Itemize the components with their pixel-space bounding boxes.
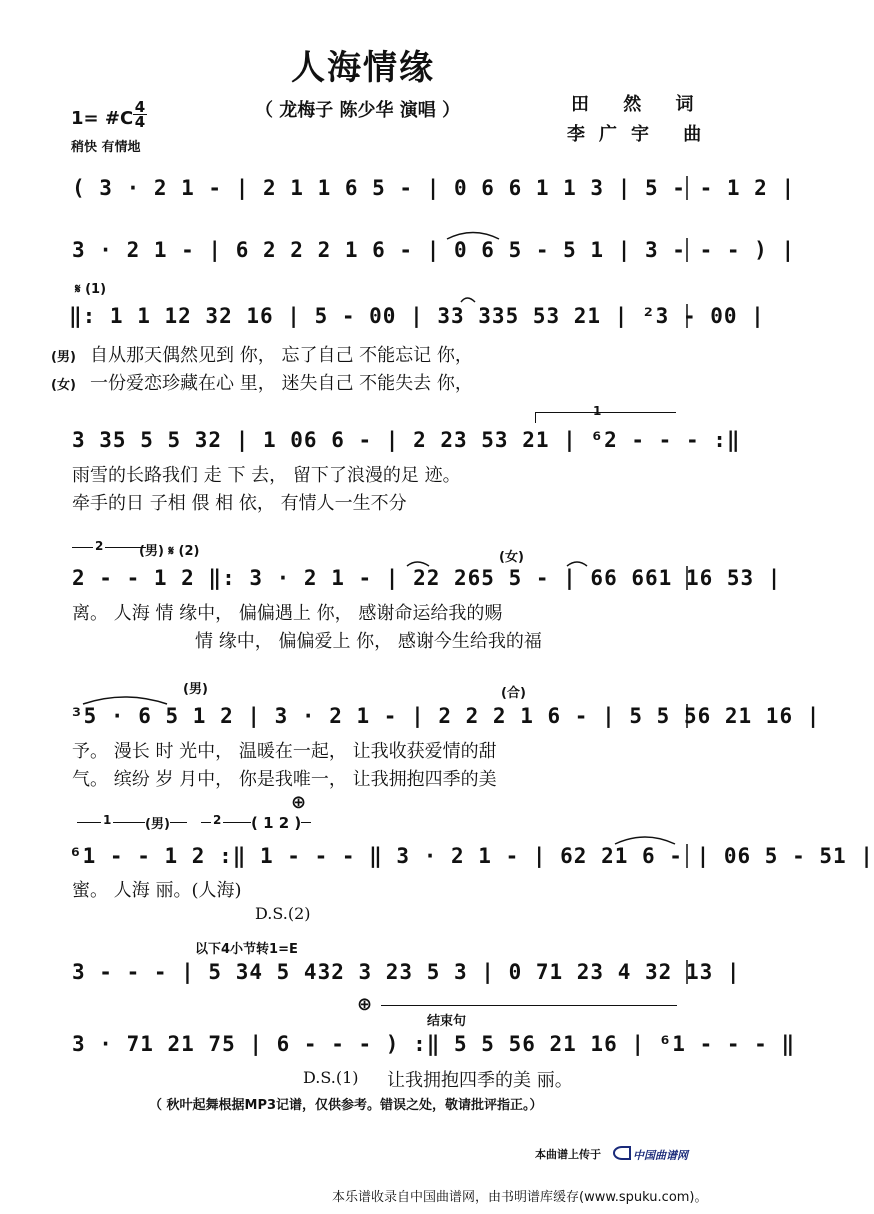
upload-label: 本曲谱上传于 bbox=[535, 1148, 601, 1161]
ds-1-marking: D.S.(1) bbox=[303, 1068, 359, 1087]
slur-5 bbox=[83, 697, 167, 704]
lyricist-credit: 田 然 词 bbox=[571, 94, 708, 115]
slur-1 bbox=[447, 233, 499, 240]
song-title: 人海情缘 bbox=[291, 48, 435, 88]
transcription-note: （ 秋叶起舞根据MP3记谱，仅供参考。错误之处，敬请批评指正。） bbox=[149, 1098, 543, 1113]
volta-1-number: 1 bbox=[593, 404, 602, 418]
male-tag-2: (男) bbox=[183, 682, 208, 697]
row-6-lyric-2: 气。 缤纷 岁 月中， 你是我唯一， 让我拥抱四季的美 bbox=[72, 769, 497, 790]
slur-2 bbox=[461, 298, 475, 302]
coda-mark-1: ⊕ bbox=[291, 792, 307, 813]
segno-mark-2: (男) 𝄋 (2) bbox=[139, 544, 200, 559]
row-4-lyric-1: 雨雪的长路我们 走 下 去， 留下了浪漫的足 迹。 bbox=[72, 465, 461, 486]
logo-text: 中国曲谱网 bbox=[633, 1149, 688, 1162]
ds-2-marking: D.S.(2) bbox=[255, 904, 311, 923]
male-tag-3: (男) bbox=[145, 813, 170, 832]
volta-2b-number: 2 bbox=[213, 813, 222, 827]
row-5-lyric-1: 离。 人海 情 缘中， 偏偏遇上 你， 感谢命运给我的赐 bbox=[72, 603, 503, 624]
row-8-notes: 3 - - - | 5 34 5 432 3 23 5 3 | 0 71 23 4 32 13 | bbox=[72, 960, 741, 984]
notation-overlay bbox=[15, 10, 729, 1170]
row-2-notes: 3 · 2 1 - | 6 2 2 2 1 6 - | 0 6 5 - 5 1 | 3 - - - ) | bbox=[72, 238, 796, 262]
row-6-notes: ³5 · 6 5 1 2 | 3 · 2 1 - | 2 2 2 1 6 - | 5 5 56 21 16 | bbox=[70, 704, 821, 728]
key-change-note: 以下4小节转1=E bbox=[195, 942, 298, 957]
row-3-lyric-male: 自从那天偶然见到 你， 忘了自己 不能忘记 你， bbox=[90, 345, 473, 366]
time-signature-bottom: 4 bbox=[134, 113, 146, 131]
row-5-lyric-2: 情 缘中， 偏偏爱上 你， 感谢今生给我的福 bbox=[195, 631, 542, 652]
male-tag: (男) bbox=[51, 350, 76, 365]
time-signature-top: 4 bbox=[134, 98, 146, 116]
chorus-tag: (合) bbox=[501, 686, 526, 701]
key-signature: 1= #C bbox=[71, 108, 134, 129]
volta-1b-number: 1 bbox=[103, 813, 112, 827]
ending-label: 结束句 bbox=[427, 1014, 467, 1029]
slur-3 bbox=[407, 562, 429, 566]
row-9-lyric: 让我拥抱四季的美 丽。 bbox=[387, 1070, 573, 1091]
row-3-lyric-female: 一份爱恋珍藏在心 里， 迷失自己 不能失去 你， bbox=[90, 373, 473, 394]
composer-credit: 李广宇 曲 bbox=[567, 124, 716, 145]
volta-2-number: 2 bbox=[95, 539, 104, 553]
female-tag: (女) bbox=[51, 378, 76, 393]
row-5-notes: 2 - - 1 2 ‖: 3 · 2 1 - | 22 265 5 - | 66 661 16 53 | bbox=[72, 566, 782, 590]
volta-2b-pickup: ( 1 2 ) bbox=[251, 814, 302, 832]
row-4-notes: 3 35 5 5 32 | 1 06 6 - | 2 23 53 21 | ⁶2 - - - :‖ bbox=[72, 428, 741, 452]
row-7-lyric: 蜜。 人海 丽。(人海) bbox=[72, 880, 242, 901]
slur-6 bbox=[615, 837, 675, 844]
score-page bbox=[15, 10, 874, 1170]
slur-4 bbox=[567, 562, 587, 566]
row-4-lyric-2: 牵手的日 子相 偎 相 依， 有情人一生不分 bbox=[72, 493, 407, 514]
row-3-notes: ‖: 1 1 12 32 16 | 5 - 00 | 33 335 53 21 | ²3 - 00 | bbox=[69, 304, 765, 328]
row-9-notes: 3 · 71 21 75 | 6 - - - ) :‖ 5 5 56 21 16 | ⁶1 - - - ‖ bbox=[72, 1032, 796, 1056]
female-tag-2: (女) bbox=[499, 550, 524, 565]
row-6-lyric-1: 予。 漫长 时 光中， 温暖在一起， 让我收获爱情的甜 bbox=[72, 741, 497, 762]
coda-mark-2: ⊕ bbox=[357, 994, 373, 1015]
row-7-notes: ⁶1 - - 1 2 :‖ 1 - - - ‖ 3 · 2 1 - | 62 21 6 - | 06 5 - 51 | bbox=[69, 844, 874, 868]
tempo-marking: 稍快 有情地 bbox=[71, 140, 141, 155]
row-1-notes: ( 3 · 2 1 - | 2 1 1 6 5 - | 0 6 6 1 1 3 | 5 - - 1 2 | bbox=[72, 176, 796, 200]
segno-mark-1: 𝄋 (1) bbox=[75, 282, 107, 297]
performers-subtitle: （ 龙梅子 陈少华 演唱 ） bbox=[255, 100, 461, 121]
source-footer: 本乐谱收录自中国曲谱网，由书明谱库缓存(www.spuku.com)。 bbox=[332, 1190, 708, 1205]
